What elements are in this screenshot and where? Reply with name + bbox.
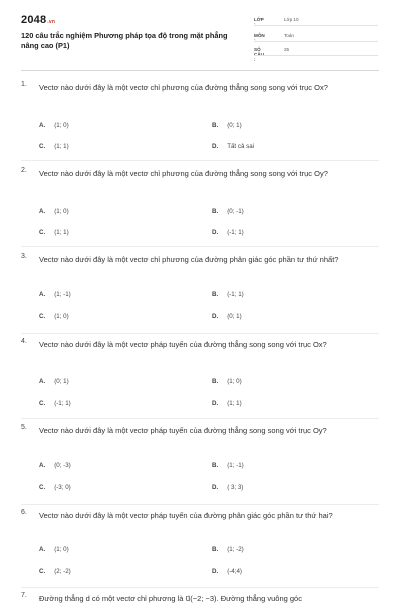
option-value: Tất cả sai bbox=[227, 143, 255, 150]
option-b[interactable] bbox=[212, 546, 244, 553]
document-title: 120 câu trắc nghiệm Phương pháp tọa độ trong mặt phẳng nâng cao (P1) bbox=[21, 31, 228, 50]
option-value: (0; -3) bbox=[54, 462, 71, 469]
option-value: (-1; 1) bbox=[227, 229, 244, 236]
option-letter: C. bbox=[39, 143, 46, 150]
option-value: (-4;4) bbox=[227, 568, 242, 575]
meta-divider bbox=[254, 25, 378, 26]
option-b[interactable] bbox=[212, 122, 242, 129]
option-a[interactable] bbox=[39, 208, 69, 215]
question-number: 2. bbox=[21, 167, 27, 174]
question-count-label: SỐ : bbox=[254, 47, 261, 62]
option-value: (1; -2) bbox=[227, 546, 244, 553]
question-text: Đường thẳng d có một vectơ chỉ phương là u⃗(−2; −3). Đường thẳng vuông góc bbox=[39, 594, 302, 603]
option-letter: B. bbox=[212, 208, 219, 215]
option-b[interactable] bbox=[212, 291, 244, 298]
subject-value: Toán bbox=[284, 33, 294, 38]
option-letter: D. bbox=[212, 400, 219, 407]
option-c[interactable] bbox=[39, 568, 71, 575]
option-letter: D. bbox=[212, 568, 219, 575]
option-letter: C. bbox=[39, 313, 46, 320]
option-value: (0; 1) bbox=[54, 378, 69, 385]
option-letter: A. bbox=[39, 462, 46, 469]
option-value: (0; -1) bbox=[227, 208, 244, 215]
option-letter: C. bbox=[39, 568, 46, 575]
question-number: 1. bbox=[21, 81, 27, 88]
logo-text: 2048 bbox=[21, 14, 47, 26]
option-letter: A. bbox=[39, 291, 46, 298]
subject-label: MÔN bbox=[254, 33, 265, 38]
option-d[interactable] bbox=[212, 484, 243, 491]
option-c[interactable] bbox=[39, 484, 71, 491]
header-divider bbox=[21, 70, 379, 71]
option-c[interactable] bbox=[39, 143, 69, 150]
site-logo[interactable] bbox=[21, 14, 55, 26]
option-b[interactable] bbox=[212, 462, 244, 469]
meta-divider bbox=[254, 41, 378, 42]
option-letter: D. bbox=[212, 143, 219, 150]
question-text: Vectơ nào dưới đây là một vectơ chỉ phương của đường thẳng song song với trục Oy? bbox=[39, 169, 328, 178]
option-value: (1; 1) bbox=[54, 229, 69, 236]
question-number: 3. bbox=[21, 253, 27, 260]
option-value: (0; 1) bbox=[227, 313, 242, 320]
option-letter: D. bbox=[212, 313, 219, 320]
question-number: 4. bbox=[21, 338, 27, 345]
option-value: (-1; 1) bbox=[227, 291, 244, 298]
option-b[interactable] bbox=[212, 378, 242, 385]
option-letter: A. bbox=[39, 122, 46, 129]
option-c[interactable] bbox=[39, 400, 71, 407]
option-d[interactable] bbox=[212, 143, 254, 150]
option-d[interactable] bbox=[212, 400, 242, 407]
option-letter: D. bbox=[212, 484, 219, 491]
option-value: (2; -2) bbox=[54, 568, 71, 575]
option-value: (1; 0) bbox=[227, 378, 242, 385]
question-number: 5. bbox=[21, 424, 27, 431]
option-letter: A. bbox=[39, 378, 46, 385]
question-count-value: 25 bbox=[284, 47, 290, 52]
question-number: 6. bbox=[21, 509, 27, 516]
option-letter: B. bbox=[212, 291, 219, 298]
question-number: 7. bbox=[21, 592, 27, 599]
option-c[interactable] bbox=[39, 313, 69, 320]
option-value: (1; 0) bbox=[54, 208, 69, 215]
option-value: (-1; 1) bbox=[54, 400, 71, 407]
option-letter: C. bbox=[39, 229, 46, 236]
option-letter: B. bbox=[212, 378, 219, 385]
question-divider bbox=[21, 587, 379, 588]
question-divider bbox=[21, 333, 379, 334]
option-c[interactable] bbox=[39, 229, 69, 236]
option-value: (-3; 0) bbox=[54, 484, 71, 491]
option-a[interactable] bbox=[39, 462, 71, 469]
option-letter: C. bbox=[39, 400, 46, 407]
meta-divider bbox=[254, 55, 378, 56]
question-divider bbox=[21, 418, 379, 419]
option-letter: D. bbox=[212, 229, 219, 236]
question-text: Vectơ nào dưới đây là một vectơ chỉ phương của đường thẳng song song với trục Ox? bbox=[39, 83, 328, 92]
option-letter: A. bbox=[39, 208, 46, 215]
option-a[interactable] bbox=[39, 378, 69, 385]
question-divider bbox=[21, 504, 379, 505]
question-divider bbox=[21, 160, 379, 161]
option-value: (1; 0) bbox=[54, 546, 69, 553]
option-b[interactable] bbox=[212, 208, 244, 215]
option-a[interactable] bbox=[39, 122, 69, 129]
option-d[interactable] bbox=[212, 313, 242, 320]
option-value: ( 3; 3) bbox=[227, 484, 244, 491]
question-divider bbox=[21, 246, 379, 247]
option-d[interactable] bbox=[212, 229, 244, 236]
question-text: Vectơ nào dưới đây là một vectơ pháp tuyến của đường thẳng song song với trục Ox? bbox=[39, 340, 327, 349]
option-value: (1; 1) bbox=[54, 143, 69, 150]
option-letter: A. bbox=[39, 546, 46, 553]
question-text: Vectơ nào dưới đây là một vectơ pháp tuyến của đường phân giác góc phần tư thứ hai? bbox=[39, 511, 333, 520]
option-letter: C. bbox=[39, 484, 46, 491]
option-letter: B. bbox=[212, 546, 219, 553]
question-text: Vectơ nào dưới đây là một vectơ chỉ phương của đường phân giác góc phần tư thứ nhất? bbox=[39, 255, 339, 264]
option-d[interactable] bbox=[212, 568, 242, 575]
option-letter: B. bbox=[212, 122, 219, 129]
document-header bbox=[0, 0, 400, 70]
option-value: (1; 0) bbox=[54, 122, 69, 129]
option-letter: B. bbox=[212, 462, 219, 469]
logo-tld: .vn bbox=[47, 19, 56, 25]
option-a[interactable] bbox=[39, 546, 69, 553]
option-value: (1; 0) bbox=[54, 313, 69, 320]
question-text: Vectơ nào dưới đây là một vectơ pháp tuyến của đường thẳng song song với trục Oy? bbox=[39, 426, 327, 435]
option-value: (1; -1) bbox=[54, 291, 71, 298]
option-value: (1; -1) bbox=[227, 462, 244, 469]
option-a[interactable] bbox=[39, 291, 71, 298]
class-label: LỚP bbox=[254, 17, 264, 22]
class-value: Lớp 10 bbox=[284, 17, 299, 22]
option-value: (0; 1) bbox=[227, 122, 242, 129]
option-value: (1; 1) bbox=[227, 400, 242, 407]
